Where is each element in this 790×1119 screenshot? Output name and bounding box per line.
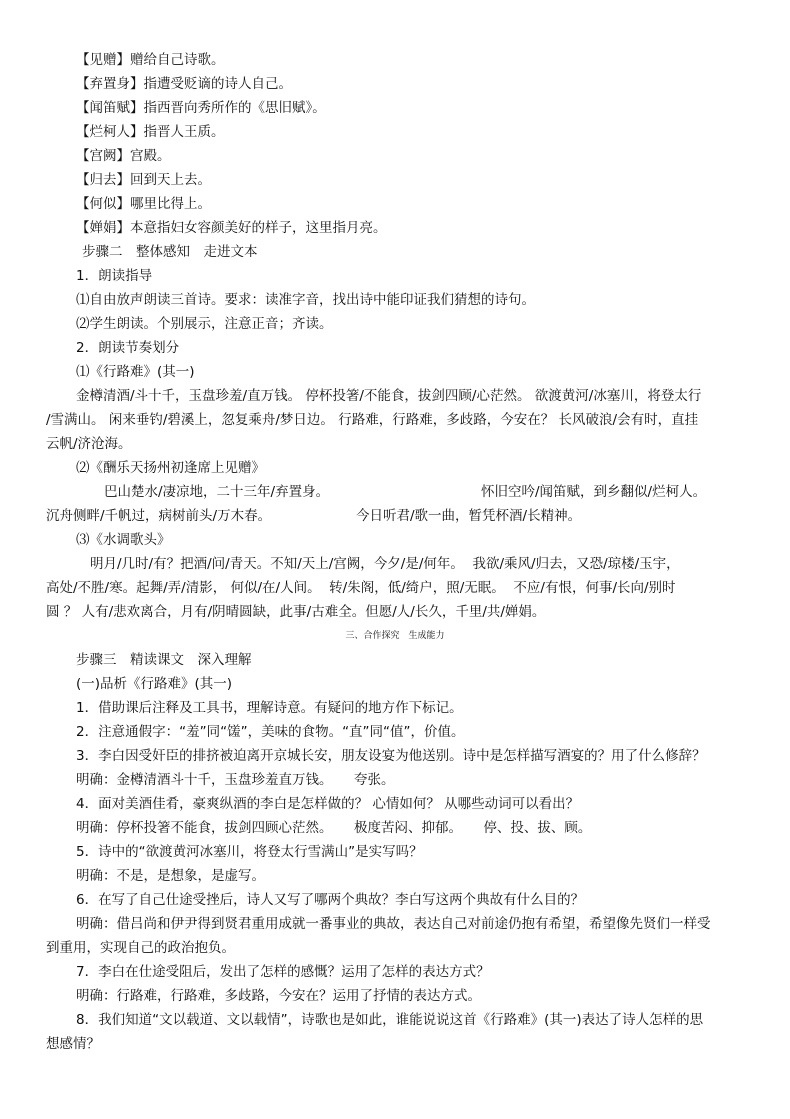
poem3-line-1: 明月/几时/有？把酒/问/青天。不知/天上/宫阙，今夕/是/何年。 我欲/乘风/归去，又恐/琼楼/玉宇， bbox=[90, 556, 680, 572]
step3-item-continued: 想感情？ bbox=[46, 1036, 100, 1052]
rhythm-title: 2．朗读节奏划分 bbox=[76, 340, 180, 356]
poem1-line-3: 云帆/济沧海。 bbox=[46, 436, 132, 452]
step3-item: 8．我们知道“文以载道、文以载情”，诗歌也是如此，谁能说说这首《行路难》(其一)表达了诗人怎样的思 bbox=[76, 1012, 704, 1028]
poem3-title: ⑶《水调歌头》 bbox=[76, 532, 171, 548]
step3-answer: 明确：借吕尚和伊尹得到贤君重用成就一番事业的典故，表达自己对前途仍抱有希望，希望像先贤们一样受 bbox=[76, 916, 711, 932]
reading-guide-item-2: ⑵学生朗读。个别展示，注意正音；齐读。 bbox=[76, 316, 333, 332]
glossary-entry-chanjuan: 【婵娟】本意指妇女容颜美好的样子，这里指月亮。 bbox=[76, 220, 387, 236]
step3-answer: 明确：行路难，行路难，多歧路，今安在？运用了抒情的表达方式。 bbox=[76, 988, 481, 1004]
step3-answer: 明确：停杯投箸不能食，拔剑四顾心茫然。 极度苦闷、抑郁。 停、投、拔、顾。 bbox=[76, 820, 592, 836]
step3-item: 1．借助课后注释及工具书，理解诗意。有疑问的地方作下标记。 bbox=[76, 700, 463, 716]
poem1-line-1: 金樽清酒/斗十千，玉盘珍羞/直万钱。 停杯投箸/不能食，拔剑四顾/心茫然。 欲渡黄河/冰塞川，将登太行 bbox=[76, 388, 702, 404]
step3-item: 6．在写了自己仕途受挫后，诗人又写了哪两个典故？李白写这两个典故有什么目的？ bbox=[76, 892, 585, 908]
poem2-line-2a: 沉舟侧畔/千帆过，病树前头/万木春。 bbox=[46, 508, 272, 524]
poem3-line-3: 圆 ？ 人有/悲欢离合，月有/阴晴圆缺，此事/古难全。但愿/人/长久，千里/共/婵娟。 bbox=[46, 604, 546, 620]
poem2-line-1a: 巴山楚水/凄凉地，二十三年/弃置身。 bbox=[104, 484, 330, 500]
step3-heading: 步骤三 精读课文 深入理解 bbox=[76, 652, 252, 668]
step3-subheading: (一)品析《行路难》(其一) bbox=[76, 676, 233, 692]
step2-heading: 步骤二 整体感知 走进文本 bbox=[82, 244, 258, 260]
glossary-entry-hesi: 【何似】哪里比得上。 bbox=[76, 196, 211, 212]
glossary-entry-wendifu: 【闻笛赋】指西晋向秀所作的《思旧赋》。 bbox=[76, 100, 326, 116]
poem2-line-2b: 今日听君/歌一曲，暂凭杯酒/长精神。 bbox=[356, 508, 582, 524]
step3-item: 7．李白在仕途受阻后，发出了怎样的感慨？运用了怎样的表达方式？ bbox=[76, 964, 490, 980]
step3-item: 2．注意通假字：“羞”同“馐”，美味的食物。“直”同“值”，价值。 bbox=[76, 724, 465, 740]
glossary-entry-qizhishen: 【弃置身】指遭受贬谪的诗人自己。 bbox=[76, 76, 292, 92]
poem2-title: ⑵《酬乐天扬州初逢席上见赠》 bbox=[76, 460, 265, 476]
reading-guide-item-1: ⑴自由放声朗读三首诗。要求：读准字音，找出诗中能印证我们猜想的诗句。 bbox=[76, 292, 535, 308]
step3-answer-continued: 到重用，实现自己的政治抱负。 bbox=[46, 940, 235, 956]
step3-answer: 明确：不是，是想象，是虚写。 bbox=[76, 868, 265, 884]
section3-heading: 三、合作探究 生成能力 bbox=[345, 631, 445, 641]
step3-item: 3．李白因受奸臣的排挤被迫离开京城长安，朋友设宴为他送别。诗中是怎样描写酒宴的？用了什么修辞？ bbox=[76, 748, 706, 764]
glossary-entry-lankeren: 【烂柯人】指晋人王质。 bbox=[76, 124, 225, 140]
step3-item: 4．面对美酒佳肴，豪爽纵酒的李白是怎样做的？ 心情如何？ 从哪些动词可以看出？ bbox=[76, 796, 580, 812]
reading-guide-title: 1．朗读指导 bbox=[76, 268, 153, 284]
step3-item: 5．诗中的“欲渡黄河冰塞川，将登太行雪满山”是实写吗？ bbox=[76, 844, 423, 860]
step3-answer: 明确：金樽清酒斗十千，玉盘珍羞直万钱。 夸张。 bbox=[76, 772, 395, 788]
poem1-title: ⑴《行路难》(其一) bbox=[76, 364, 195, 380]
poem3-line-2: 高处/不胜/寒。起舞/弄/清影， 何似/在/人间。 转/朱阁，低/绮户，照/无眠。 不应/有恨，何事/长向/别时 bbox=[46, 580, 676, 596]
glossary-entry-gongque: 【宫阙】宫殿。 bbox=[76, 148, 171, 164]
poem1-line-2: /雪满山。 闲来垂钓/碧溪上，忽复乘舟/梦日边。 行路难，行路难，多歧路，今安在？ 长风破浪/会有时，直挂 bbox=[46, 412, 699, 428]
glossary-entry-guiqu: 【归去】回到天上去。 bbox=[76, 172, 211, 188]
poem2-line-1b: 怀旧空吟/闻笛赋，到乡翻似/烂柯人。 bbox=[481, 484, 707, 500]
glossary-entry-jianzeng: 【见赠】赠给自己诗歌。 bbox=[76, 52, 225, 68]
